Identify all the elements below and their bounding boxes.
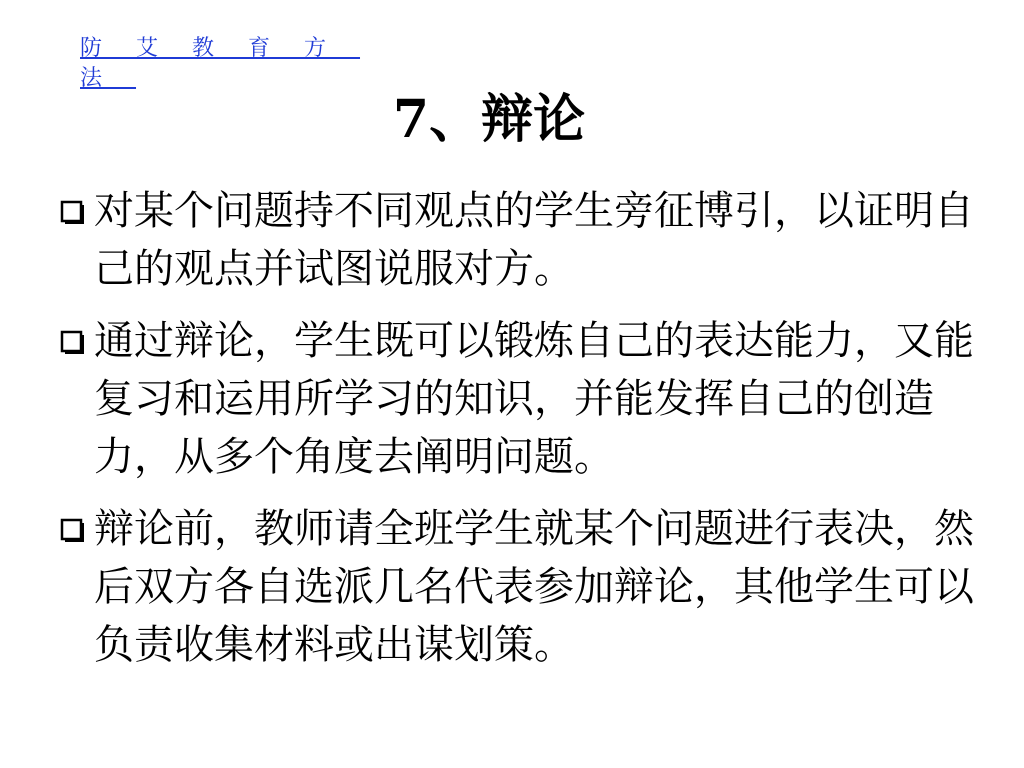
bullet-item	[60, 312, 980, 486]
bullet-text: 对某个问题持不同观点的学生旁征博引，以证明自己的观点并试图说服对方。	[94, 188, 974, 292]
hollow-square-bullet-icon	[60, 330, 86, 356]
header-link[interactable]: 防艾教育方法	[80, 36, 361, 91]
bullet-item	[60, 182, 980, 298]
slide-title: 7、辩论	[392, 89, 586, 150]
hollow-square-bullet-icon	[60, 200, 86, 226]
hollow-square-bullet-icon	[60, 518, 86, 544]
bullet-list	[60, 182, 980, 688]
bullet-item	[60, 500, 980, 674]
bullet-text: 通过辩论，学生既可以锻炼自己的表达能力，又能复习和运用所学习的知识，并能发挥自己的创造力，从多个角度去阐明问题。	[94, 318, 974, 480]
bullet-text: 辩论前，教师请全班学生就某个问题进行表决，然后双方各自选派几名代表参加辩论，其他学生可以负责收集材料或出谋划策。	[94, 506, 974, 668]
